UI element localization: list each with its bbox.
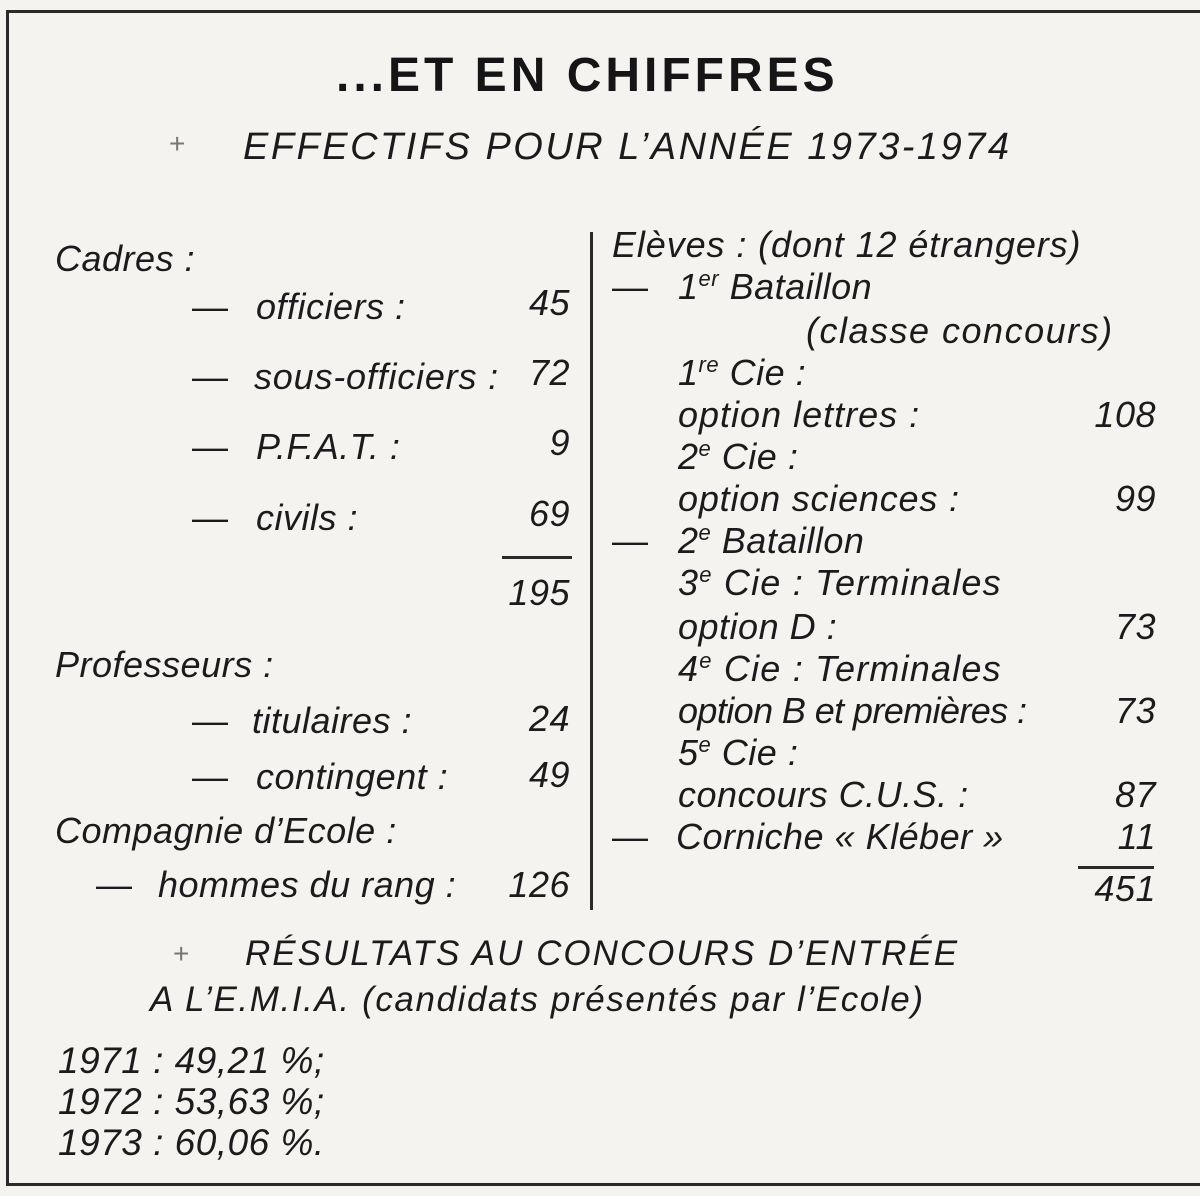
cadres-row-value: 72 [528,352,570,393]
bataillon-label: Bataillon [729,266,873,307]
cie-number: 5 [678,732,699,773]
cie-number: 4 [678,648,700,689]
cie-value: 99 [1114,478,1156,519]
cie-option: option B et premières : [678,690,1027,731]
dash: — [612,266,649,307]
cie-option: option lettres : [678,394,921,435]
cie-2 [678,436,798,478]
results-heading-line1 [173,934,960,974]
dash: — [192,356,229,397]
cie-value: 108 [1094,394,1156,435]
result-year: 1972 : 53,63 %; [58,1081,325,1122]
ordinal-suffix: e [699,648,713,673]
sum-rule [502,556,572,559]
corniche-value: 11 [1117,816,1156,857]
cadres-row-label: P.F.A.T. : [256,426,401,467]
page-title: ...ET EN CHIFFRES [336,49,839,102]
cie-3 [678,562,1002,604]
professeurs-label: Professeurs : [55,644,274,685]
cie-label: Cie : Terminales [723,562,1002,603]
cie-number: 2 [678,436,699,477]
cadres-row-value: 45 [528,282,570,323]
ordinal-suffix: e [698,520,712,545]
cadres-row-label: civils : [256,497,358,538]
compagnie-row-label: hommes du rang : [158,864,457,905]
cadres-row-value: 9 [549,422,570,463]
cie-option: concours C.U.S. : [678,774,969,815]
page-subtitle [169,126,1012,169]
cie-value: 87 [1114,774,1156,815]
professeurs-row-label: titulaires : [252,700,413,741]
ordinal-suffix: er [698,266,720,291]
cross-mark-icon: + [173,938,192,969]
bataillon-2 [678,520,864,562]
eleves-label: Elèves : (dont 12 étrangers) [612,224,1082,265]
cie-label: Cie : [721,732,799,773]
cie-5 [678,732,798,774]
professeurs-row-value: 49 [528,754,570,795]
professeurs-row-label: contingent : [256,756,449,797]
column-divider [590,232,593,910]
dash: — [612,816,649,857]
corniche-label: Corniche « Kléber » [676,816,1004,857]
bataillon-note: (classe concours) [806,310,1114,351]
dash: — [192,700,229,741]
cie-label: Cie : Terminales [723,648,1002,689]
dash: — [96,864,133,905]
cie-label: Cie : [729,352,807,393]
cie-value: 73 [1114,690,1156,731]
cie-option: option sciences : [678,478,960,519]
cadres-total: 195 [508,572,570,613]
cie-label: Cie : [721,436,799,477]
cadres-row-value: 69 [528,493,570,534]
cadres-row-label: sous-officiers : [254,356,499,397]
dash: — [192,286,229,327]
results-heading-text: RÉSULTATS AU CONCOURS D’ENTRÉE [245,934,960,973]
cie-number: 3 [678,562,700,603]
bataillon-1 [678,266,872,308]
cadres-label: Cadres : [55,238,196,279]
result-year: 1971 : 49,21 %; [58,1040,325,1081]
bataillon-number: 1 [678,266,699,307]
compagnie-row-value: 126 [508,864,570,905]
dash: — [192,756,229,797]
bataillon-number: 2 [678,520,699,561]
cie-number: 1 [678,352,699,393]
ordinal-suffix: e [699,562,713,587]
cross-mark-icon: + [169,128,188,159]
eleves-total: 451 [1094,868,1156,909]
result-year: 1973 : 60,06 %. [58,1122,325,1163]
cadres-row-label: officiers : [256,286,406,327]
dash: — [192,426,229,467]
bataillon-label: Bataillon [721,520,865,561]
professeurs-row-value: 24 [528,698,570,739]
ordinal-suffix: e [698,436,712,461]
dash: — [612,520,649,561]
compagnie-label: Compagnie d’Ecole : [55,810,397,851]
ordinal-suffix: e [698,732,712,757]
cie-1 [678,352,806,394]
cie-option: option D : [678,606,838,647]
results-heading-line2: A L’E.M.I.A. (candidats présentés par l’Ecole) [150,980,925,1019]
ordinal-suffix: re [698,352,720,377]
cie-value: 73 [1114,606,1156,647]
cie-4 [678,648,1002,690]
subtitle-text: EFFECTIFS POUR L’ANNÉE 1973-1974 [243,126,1012,168]
dash: — [192,497,229,538]
